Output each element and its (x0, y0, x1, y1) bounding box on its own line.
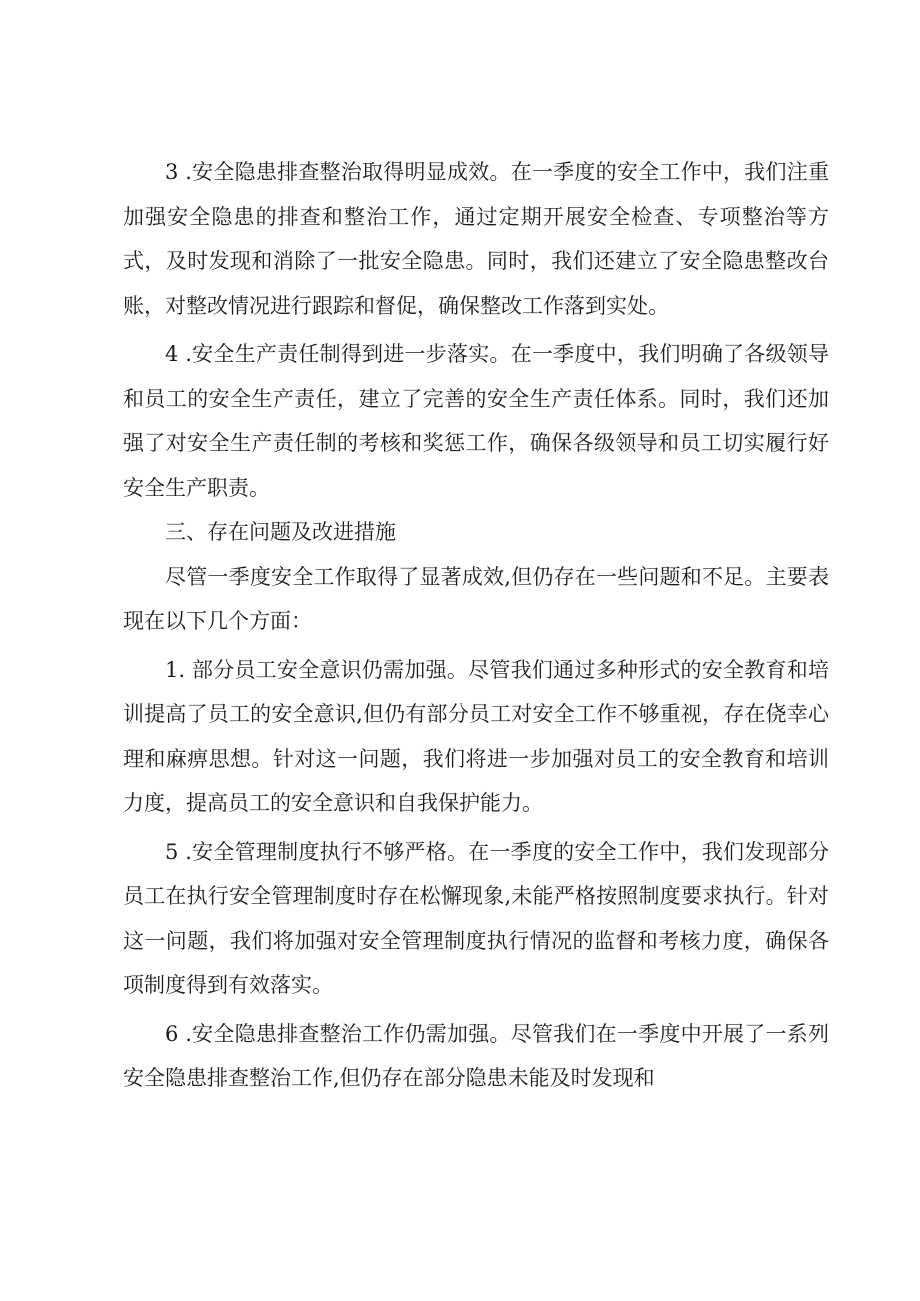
section-heading-problems: 三、存在问题及改进措施 (165, 520, 396, 544)
paragraph-item-1-awareness: 1. 部分员工安全意识仍需加强。尽管我们通过多种形式的安全教育和培训提高了员工的安全意识,但仍有部分员工对安全工作不够重视，存在侥幸心理和麻痹思想。针对这一问题，我们将进一步加强对员工的安全教育和培训力度，提高员工的安全意识和自我保护能力。 (123, 657, 829, 815)
paragraph-item-3-results: 3 .安全隐患排查整治取得明显成效。在一季度的安全工作中，我们注重加强安全隐患的排查和整治工作，通过定期开展安全检查、专项整治等方式，及时发现和消除了一批安全隐患。同时，我们还建立了安全隐患整改台账，对整改情况进行跟踪和督促，确保整改工作落到实处。 (123, 160, 829, 318)
paragraph-problems-intro: 尽管一季度安全工作取得了显著成效,但仍存在一些问题和不足。主要表现在以下几个方面： (123, 564, 829, 633)
document-body (123, 150, 829, 1101)
paragraph-item-4-responsibility: 4 .安全生产责任制得到进一步落实。在一季度中，我们明确了各级领导和员工的安全生产责任，建立了完善的安全生产责任体系。同时，我们还加强了对安全生产责任制的考核和奖惩工作，确保各级领导和员工切实履行好安全生产职责。 (123, 342, 829, 500)
paragraph-item-5-enforcement: 5 .安全管理制度执行不够严格。在一季度的安全工作中，我们发现部分员工在执行安全管理制度时存在松懈现象,未能严格按照制度要求执行。针对这一问题，我们将加强对安全管理制度执行情况的监督和考核力度，确保各项制度得到有效落实。 (123, 839, 829, 997)
paragraph-item-6-inspection: 6 .安全隐患排查整治工作仍需加强。尽管我们在一季度中开展了一系列安全隐患排查整治工作,但仍存在部分隐患未能及时发现和 (123, 1021, 829, 1090)
